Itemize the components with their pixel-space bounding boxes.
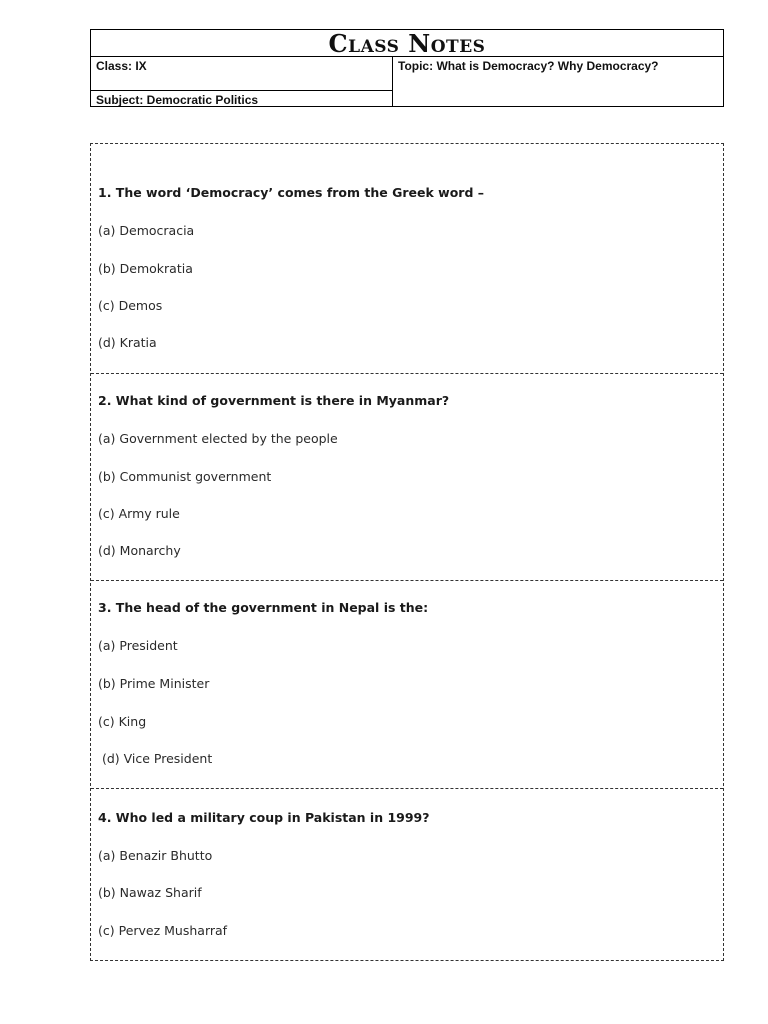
- question-4-option-a: (a) Benazir Bhutto: [98, 848, 213, 863]
- question-2-option-c: (c) Army rule: [98, 506, 180, 521]
- question-3-option-c: (c) King: [98, 714, 147, 729]
- page-title: Class Notes: [91, 30, 723, 57]
- question-3-option-d: (d) Vice President: [98, 751, 213, 766]
- question-divider: [91, 580, 723, 581]
- question-1: 1. The word ‘Democracy’ comes from the Greek word –: [98, 185, 484, 200]
- header-left-column: [91, 57, 393, 106]
- question-3-option-a: (a) President: [98, 638, 178, 653]
- class-label: Class: IX: [91, 57, 392, 91]
- question-1-option-d: (d) Kratia: [98, 335, 157, 350]
- question-divider: [91, 373, 723, 374]
- question-3-option-b: (b) Prime Minister: [98, 676, 210, 691]
- question-1-option-c: (c) Demos: [98, 298, 163, 313]
- topic-label: Topic: What is Democracy? Why Democracy?: [398, 59, 659, 73]
- quiz-box: [90, 143, 724, 961]
- question-4-option-b: (b) Nawaz Sharif: [98, 885, 202, 900]
- question-2-option-a: (a) Government elected by the people: [98, 431, 338, 446]
- header-right-column: [393, 57, 723, 106]
- question-4-option-c: (c) Pervez Musharraf: [98, 923, 228, 938]
- question-2-option-d: (d) Monarchy: [98, 543, 181, 558]
- class-notes-header: [90, 29, 724, 107]
- question-4: 4. Who led a military coup in Pakistan in 1999?: [98, 810, 430, 825]
- question-1-option-b: (b) Demokratia: [98, 261, 193, 276]
- question-3: 3. The head of the government in Nepal is the:: [98, 600, 429, 615]
- question-divider: [91, 788, 723, 789]
- question-2-option-b: (b) Communist government: [98, 469, 272, 484]
- subject-label: Subject: Democratic Politics: [96, 93, 259, 107]
- question-2: 2. What kind of government is there in Myanmar?: [98, 393, 450, 408]
- question-1-option-a: (a) Democracia: [98, 223, 195, 238]
